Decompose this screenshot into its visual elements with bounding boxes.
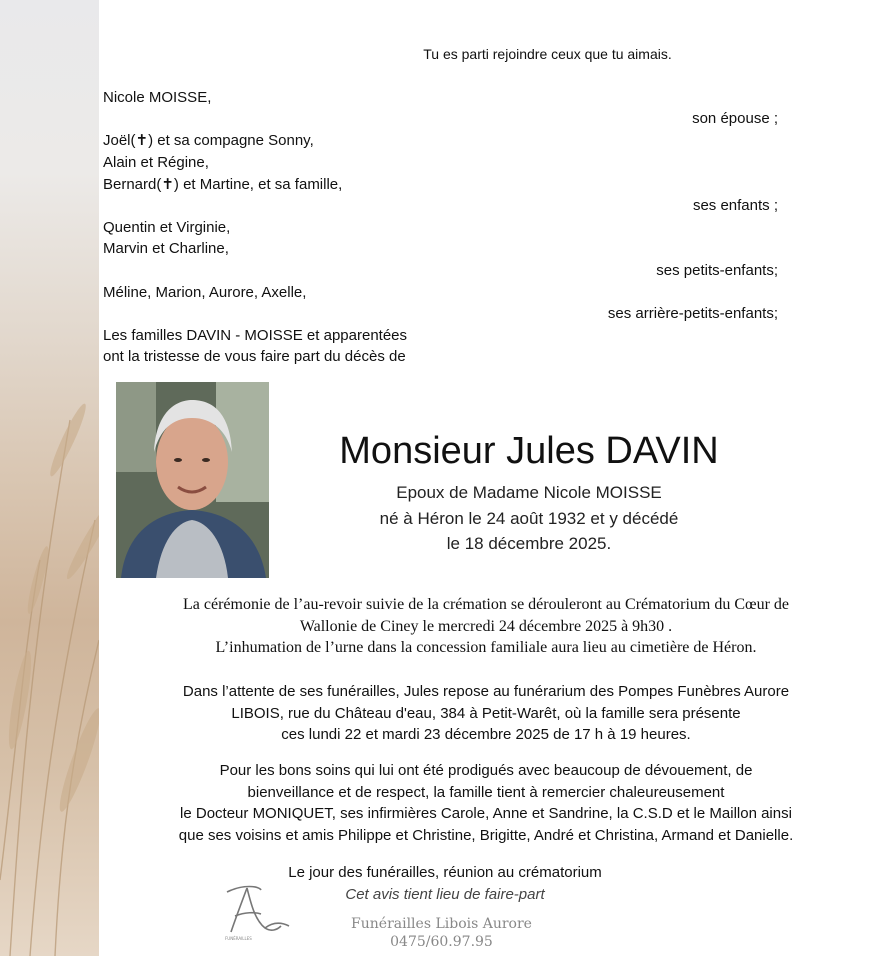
thanks-line-4: que ses voisins et amis Philippe et Christine, Brigitte, André et Christina, Armand et Danielle. <box>178 826 794 844</box>
deceased-spouse-line: Epoux de Madame Nicole MOISSE <box>396 483 662 502</box>
ceremony-paragraph <box>99 594 873 659</box>
thanks-line-2: bienveillance et de respect, la famille tient à remercier chaleureusement <box>247 783 725 801</box>
families-line-2: ont la tristesse de vous faire part du décès de <box>103 348 406 365</box>
reunion-line: Le jour des funérailles, réunion au crématorium <box>288 864 602 881</box>
deceased-birth-death-line: né à Héron le 24 août 1932 et y décédé <box>379 509 679 528</box>
deceased-death-date: le 18 décembre 2025. <box>446 534 612 553</box>
grandchild-2: Marvin et Charline, <box>103 240 229 257</box>
thanks-line-3: le Docteur MONIQUET, ses infirmières Carole, Anne et Sandrine, la C.S.D et le Maillon ainsi <box>180 805 792 822</box>
decorative-pampas-grass-image <box>0 0 99 956</box>
ceremony-line-2: Wallonie de Ciney le mercredi 24 décembre 2025 à 9h30 . <box>299 617 673 635</box>
child-3: Bernard(✝) et Martine, et sa famille, <box>103 176 343 193</box>
portrait-photo <box>116 382 269 578</box>
epigraph: Tu es parti rejoindre ceux que tu aimais. <box>423 46 672 62</box>
thanks-paragraph <box>99 760 873 846</box>
great-grandchildren-role: ses arrière-petits-enfants; <box>607 305 778 322</box>
grandchild-1: Quentin et Virginie, <box>103 219 231 236</box>
deceased-name: Monsieur Jules DAVIN <box>339 430 719 472</box>
spouse-role: son épouse ; <box>692 110 778 127</box>
child-2: Alain et Régine, <box>103 154 209 171</box>
ceremony-line-3: L’inhumation de l’urne dans la concession familiale aura lieu au cimetière de Héron. <box>215 639 757 656</box>
visitation-line-2: LIBOIS, rue du Château d'eau, 384 à Petit-Warêt, où la famille sera présente <box>231 704 741 722</box>
notice-line: Cet avis tient lieu de faire-part <box>345 886 545 903</box>
ceremony-line-1: La cérémonie de l’au-revoir suivie de la crémation se dérouleront au Crématorium du Cœur de <box>183 596 789 613</box>
child-1: Joël(✝) et sa compagne Sonny, <box>103 132 314 149</box>
agency-phone: 0475/60.97.95 <box>390 934 493 950</box>
thanks-line-1: Pour les bons soins qui lui ont été prodigués avec beaucoup de dévouement, de <box>219 762 753 779</box>
funeral-home-logo <box>221 882 293 944</box>
visitation-line-1: Dans l’attente de ses funérailles, Jules repose au funérarium des Pompes Funèbres Aurore <box>182 683 790 700</box>
death-notice <box>99 0 873 956</box>
grandchildren-role: ses petits-enfants; <box>656 262 778 279</box>
great-grandchildren: Méline, Marion, Aurore, Axelle, <box>103 284 307 301</box>
visitation-paragraph <box>99 681 873 746</box>
agency-name: Funérailles Libois Aurore <box>351 916 532 932</box>
visitation-line-3: ces lundi 22 et mardi 23 décembre 2025 de 17 h à 19 heures. <box>281 726 691 743</box>
children-role: ses enfants ; <box>692 197 778 214</box>
svg-text:FUNÉRAILLES: FUNÉRAILLES <box>225 936 252 941</box>
families-line-1: Les familles DAVIN - MOISSE et apparentées <box>103 327 408 344</box>
spouse-name: Nicole MOISSE, <box>103 89 212 106</box>
